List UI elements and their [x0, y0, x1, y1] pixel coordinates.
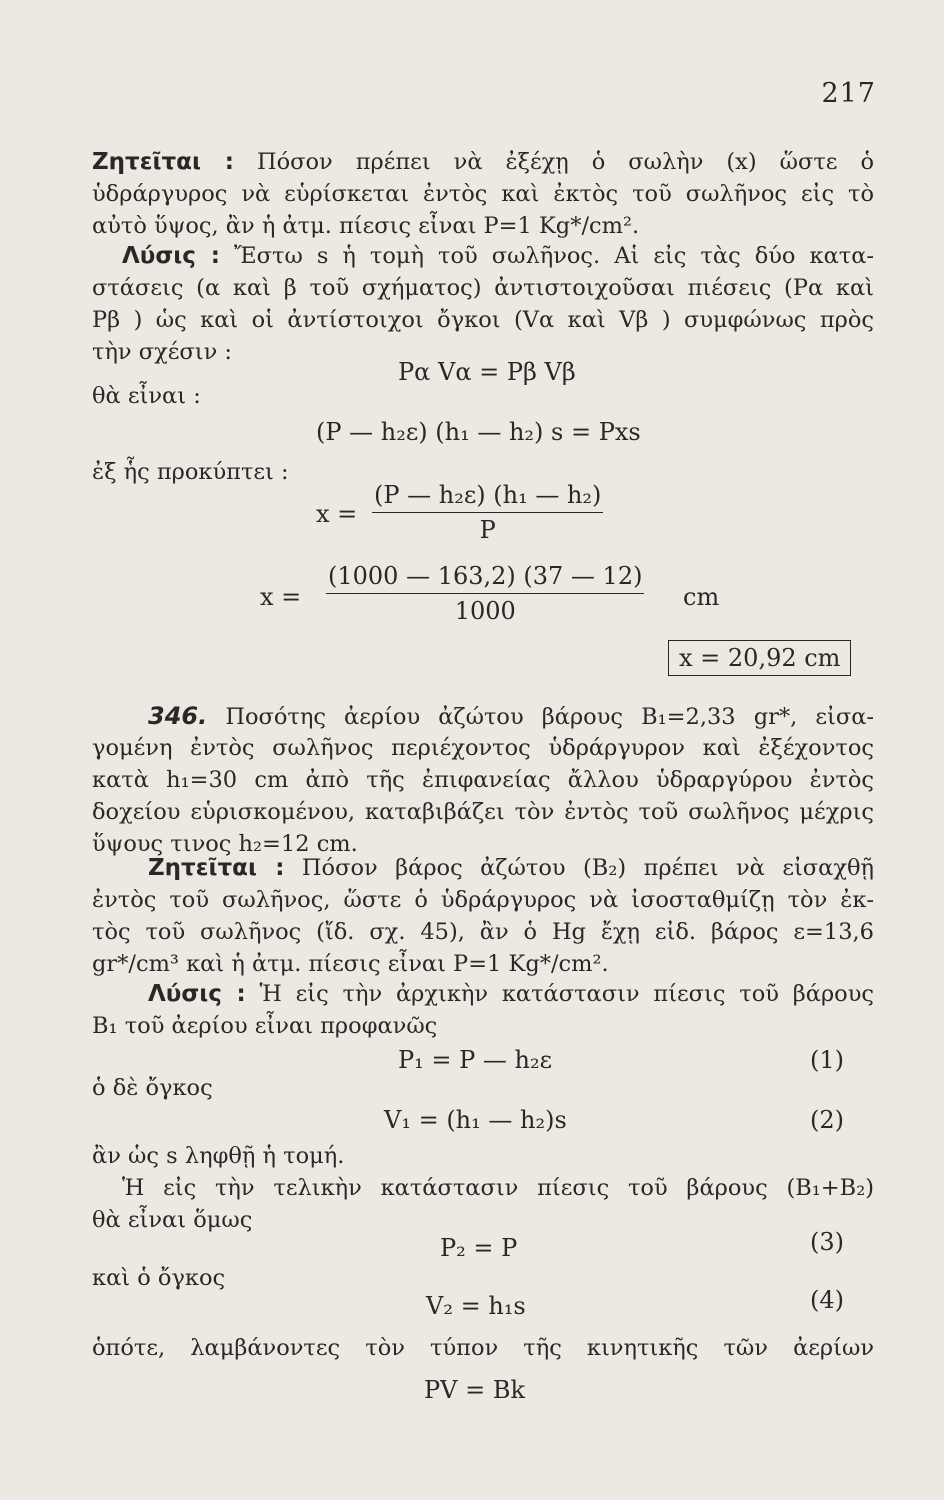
ex-hs-text: ἐξ ἧς προκύπτει :	[92, 459, 289, 485]
equation-boyle: Pα Vα = Pβ Vβ	[398, 358, 576, 386]
zhteitai-2-line-1: Ζητεῖται : Πόσον βάρος ἀζώτου (B₂) πρέπει νὰ εἰσαχθῇ	[148, 855, 875, 881]
zhteitai-2-line-4: gr*/cm³ καὶ ἡ ἀτμ. πίεσις εἶναι P=1 Kg*/cm².	[92, 951, 609, 977]
final-state-line-2: θὰ εἶναι ὅμως	[92, 1207, 253, 1233]
equation-4: V₂ = h₁s	[426, 1292, 526, 1320]
opote-text: ὁπότε, λαμβάνοντες τὸν τύπον τῆς κινητικῆς τῶν ἀερίων	[92, 1335, 874, 1361]
equation-3-tag: (3)	[810, 1228, 844, 1256]
fraction-numerator: (P — h₂ε) (h₁ — h₂)	[372, 481, 603, 513]
solution-line-1: Λύσις : Ἔστω s ἡ τομὴ τοῦ σωλῆνος. Αἱ εἰς τὰς δύο κατα-	[122, 243, 875, 269]
an-os-text: ἂν ὡς s ληφθῇ ἡ τομή.	[92, 1143, 345, 1169]
problem-number: 346.	[148, 702, 208, 730]
zhteitai-label: Ζητεῖται :	[148, 855, 285, 881]
fraction-denominator: 1000	[454, 597, 516, 625]
lysis-2-line-2: B₁ τοῦ ἀερίου εἶναι προφανῶς	[92, 1013, 438, 1039]
tha-einai-text: θὰ εἶναι :	[92, 383, 201, 409]
equation-kinetic: PV = Bk	[424, 1376, 526, 1404]
problem-346-line-4: δοχείου εὑρισκομένου, καταβιβάζει τὸν ἐντὸς τοῦ σωλῆνος μέχρις	[92, 799, 874, 825]
problem-346-line-5: ὕψους τινος h₂=12 cm.	[92, 831, 358, 857]
kai-o-ogkos-text: καὶ ὁ ὄγκος	[92, 1265, 226, 1291]
unit-cm: cm	[683, 583, 720, 611]
lysis-label: Λύσις :	[148, 981, 246, 1007]
equation-2: V₁ = (h₁ — h₂)s	[384, 1106, 567, 1134]
page-number: 217	[821, 78, 876, 109]
boxed-result: x = 20,92 cm	[668, 640, 851, 676]
lysis-label: Λύσις :	[122, 243, 220, 269]
solution-line-4: τὴν σχέσιν :	[92, 339, 232, 365]
fraction-x-numeric	[326, 562, 644, 625]
zhteitai-2-line-3: τὸς τοῦ σωλῆνος (ἴδ. σχ. 45), ἂν ὁ Hg ἔχῃ εἰδ. βάρος ε=13,6	[92, 919, 874, 945]
fraction-numerator: (1000 — 163,2) (37 — 12)	[326, 562, 644, 594]
equation-3: P₂ = P	[440, 1234, 518, 1262]
solution-line-3: Pβ ) ὡς καὶ οἱ ἀντίστοιχοι ὄγκοι (Vα καὶ Vβ ) συμφώνως πρὸς	[92, 307, 874, 333]
zhteitai-2-line-2: ἐντὸς τοῦ σωλῆνος, ὥστε ὁ ὑδράργυρος νὰ ἰσοσταθμίζῃ τὸν ἐκ-	[92, 887, 874, 913]
problem-346-line-1: 346. Ποσότης ἀερίου ἀζώτου βάρους B₁=2,33 gr*, εἰσα-	[148, 702, 874, 730]
solution-line-2: στάσεις (α καὶ β τοῦ σχήματος) ἀντιστοιχοῦσαι πιέσεις (Pα καὶ	[92, 275, 874, 301]
problem-346-line-2: γομένη ἐντὸς σωλῆνος περιέχοντος ὑδράργυρον καὶ ἐξέχοντος	[92, 735, 874, 761]
equation-x-lhs: x =	[316, 500, 358, 528]
equation-x-numeric-lhs: x =	[260, 583, 302, 611]
equation-1-tag: (1)	[810, 1046, 844, 1074]
problem-statement-line-3: αὐτὸ ὕψος, ἂν ἡ ἀτμ. πίεσις εἶναι P=1 Kg*/cm².	[92, 213, 640, 239]
fraction-denominator: P	[479, 516, 496, 544]
fraction-x-symbolic	[372, 481, 603, 544]
equation-1: P₁ = P — h₂ε	[398, 1046, 553, 1074]
equation-2-tag: (2)	[810, 1106, 844, 1134]
zhteitai-label: Ζητεῖται :	[92, 149, 234, 175]
equation-4-tag: (4)	[810, 1286, 844, 1314]
lysis-2-line-1: Λύσις : Ἡ εἰς τὴν ἀρχικὴν κατάστασιν πίεσις τοῦ βάρους	[148, 981, 875, 1007]
final-state-line-1: Ἡ εἰς τὴν τελικὴν κατάστασιν πίεσις τοῦ βάρους (B₁+B₂)	[122, 1175, 874, 1201]
equation-pressure-volume: (P — h₂ε) (h₁ — h₂) s = Pxs	[316, 418, 641, 446]
problem-346-line-3: κατὰ h₁=30 cm ἀπὸ τῆς ἐπιφανείας ἄλλου ὑδραργύρου ἐντὸς	[92, 767, 874, 793]
problem-statement-line-2: ὑδράργυρος νὰ εὑρίσκεται ἐντὸς καὶ ἐκτὸς τοῦ σωλῆνος εἰς τὸ	[92, 181, 874, 207]
problem-statement-line-1: Ζητεῖται : Πόσον πρέπει νὰ ἐξέχῃ ὁ σωλὴν (x) ὥστε ὁ	[92, 149, 874, 175]
o-de-ogkos-text: ὁ δὲ ὄγκος	[92, 1075, 213, 1101]
